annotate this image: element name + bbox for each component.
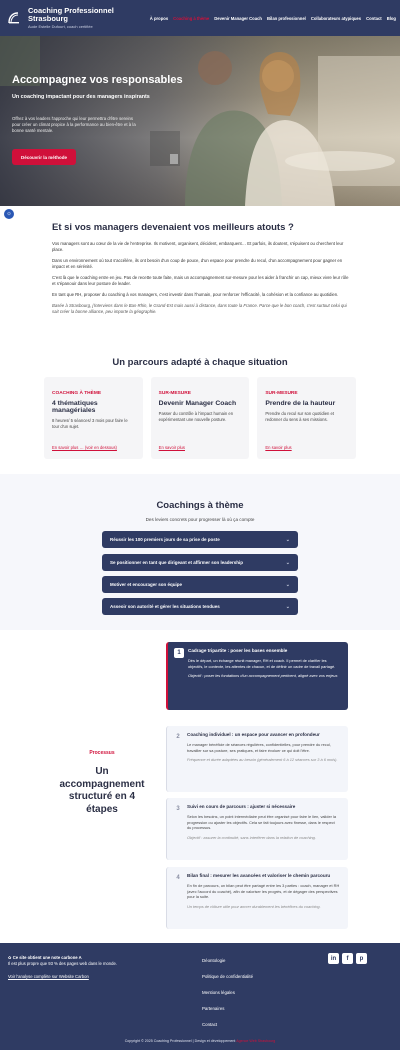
card-title: Prendre de la hauteur: [265, 400, 336, 407]
facebook-icon[interactable]: f: [342, 953, 353, 964]
step-desc: En fin de parcours, un bilan peut être partagé entre les 3 parties : coach, manager et RH (avec l'accord du coaché), afin de valoriser les progrès, et de dégager des perspectives pour la suite.: [187, 883, 340, 899]
step-number: 3: [176, 806, 180, 812]
carbon-rating: Ce site obtient une note carbone A: [12, 955, 82, 960]
footer-link-contact[interactable]: Contact: [202, 1022, 218, 1027]
card-title: Devenir Manager Coach: [158, 400, 237, 407]
site-header: [0, 0, 400, 36]
step-note: Objectif : assurer la continuité, sans interférer dans la relation de coaching.: [187, 834, 316, 840]
card-desc: Prendre du recul sur son quotidien et redonner du sens à ses missions.: [265, 411, 335, 422]
accordion-label: Réussir les 100 premiers jours de sa prise de poste: [110, 537, 220, 542]
step-note: Un temps de clôture utile pour ancrer durablement les bénéfices du coaching.: [187, 903, 321, 909]
footer-link-confidentialite[interactable]: Politique de confidentialité: [202, 974, 254, 979]
chevron-down-icon: ⌄: [285, 559, 290, 566]
footer-links: [202, 958, 253, 1038]
accessibility-icon[interactable]: ☼: [4, 209, 14, 219]
chevron-down-icon: ⌄: [285, 581, 290, 588]
hero-banner: [0, 36, 400, 206]
card-link[interactable]: En savoir plus: [265, 445, 292, 450]
accordion-label: Motiver et encourager son équipe: [110, 582, 183, 587]
step-note: Objectif : poser les fondations d'un accompagnement pertinent, aligné avec vos enjeux.: [188, 673, 339, 678]
step-title: Coaching individuel : un espace pour avancer en profondeur: [187, 732, 320, 737]
nav-item-coaching-a-theme[interactable]: Coaching à thème: [173, 15, 210, 21]
process-step-2: [166, 726, 348, 792]
process-step-3: [166, 798, 348, 860]
intro-paragraph-5: Basée à Strasbourg, j'interviens dans le Bas-Rhin, le Grand-Est mais aussi à distance, dans toute la France. Parce que le bon coach, c'est surtout celui qui sait créer la bonne alliance, peu importe la géographie.: [52, 303, 347, 314]
step-desc: Dès le départ, un échange réunit manager, RH et coach. Il permet de clarifier les objectifs, le contexte, les attentes de chacun, et de définir un cadre de travail partagé.: [188, 658, 336, 669]
themes-section: [0, 474, 400, 630]
linkedin-icon[interactable]: in: [328, 953, 339, 964]
card-title: 4 thématiques managériales: [52, 400, 98, 414]
themes-subtitle: Des leviers concrets pour progresser là où ça compte: [145, 517, 255, 522]
accordion-label: Asseoir son autorité et gérer les situations tendues: [110, 604, 220, 609]
step-title: Bilan final : mesurer les avancées et valoriser le chemin parcouru: [187, 873, 331, 878]
footer-link-mentions-legales[interactable]: Mentions légales: [202, 990, 235, 995]
brand-subtitle: Aude Estelle Dufourt, coach certifiée: [28, 24, 93, 29]
card-link[interactable]: En savoir plus … (voir en dessous): [52, 445, 117, 450]
hero-title: Accompagnez vos responsables: [12, 74, 183, 86]
brand-title-line2: Strasbourg: [28, 14, 69, 23]
chevron-down-icon: ⌄: [285, 536, 290, 543]
intro-paragraph-3: C'est là que le coaching entre en jeu. Pas de recette toute faite, mais un accompagnement sur-mesure pour les aider à franchir un cap, mieux vivre leur rôle et s'épanouir dans leur posture de leader.: [52, 275, 349, 286]
nav-item-contact[interactable]: Contact: [366, 15, 382, 21]
card-link[interactable]: En savoir plus: [158, 445, 185, 450]
parcours-title: Un parcours adapté à chaque situation: [112, 357, 288, 368]
card-tag: SUR-MESURE: [265, 391, 298, 396]
nav-item-bilan-professionnel[interactable]: Bilan professionnel: [266, 15, 306, 21]
nav-item-devenir-manager-coach[interactable]: Devenir Manager Coach: [214, 15, 262, 21]
step-note: Fréquence et durée adaptées au besoin (généralement 6 à 12 séances sur 3 à 6 mois).: [187, 757, 338, 762]
step-title: Suivi en cours de parcours : ajuster si nécessaire: [187, 804, 296, 809]
process-intro: [52, 750, 152, 816]
nav-item-blog[interactable]: Blog: [386, 15, 396, 21]
intro-paragraph-2: Dans un environnement où tout s'accélère, ils ont besoin d'un coup de pouce, d'un espace pour prendre du recul, d'un accompagnement pour gagner en impact et en sérénité.: [52, 258, 343, 269]
copyright: [0, 1039, 400, 1043]
chevron-down-icon: ⌄: [285, 603, 290, 610]
pinterest-icon[interactable]: p: [356, 953, 367, 964]
main-nav: [150, 0, 396, 36]
intro-section: [52, 222, 352, 320]
nav-item-a-propos[interactable]: À propos: [149, 15, 169, 21]
nav-item-collaborateurs-atypiques[interactable]: Collaborateurs atypiques: [310, 15, 362, 21]
step-number: 4: [176, 875, 180, 881]
intro-paragraph-1: Vos managers sont au cœur de la vie de l'entreprise. Ils motivent, organisent, décident, embarquent… Et parfois, ils doutent, s'épuisent ou cherchent leur place.: [52, 241, 344, 252]
step-desc: Le manager bénéficie de séances régulières, confidentielles, pour prendre du recul, travailler sur sa posture, ses pratiques, et faire évoluer ce qui doit l'être.: [187, 742, 331, 753]
discover-method-button[interactable]: Découvrir la méthode: [12, 149, 76, 165]
process-title: Un accompagnement structuré en 4 étapes: [59, 766, 145, 815]
brand[interactable]: [28, 7, 114, 29]
copyright-text: Copyright © 2025 Coaching Professionnel | Design et développement: [124, 1039, 236, 1043]
card-coaching-a-theme: [44, 377, 143, 459]
card-tag: SUR-MESURE: [158, 391, 191, 396]
card-devenir-manager-coach: [151, 377, 250, 459]
carbon-badge: [8, 955, 158, 966]
accordion-item-leadership[interactable]: [102, 554, 298, 571]
brand-title-line1: Coaching Professionnel: [28, 6, 114, 15]
process-step-1: [166, 642, 348, 710]
intro-paragraph-4: En tant que RH, proposer du coaching à vos managers, c'est investir dans l'humain, pour renforcer l'efficacité, la cohésion et la confiance au quotidien.: [52, 292, 339, 297]
card-tag: COACHING À THÈME: [52, 391, 102, 396]
accordion-item-100-premiers-jours[interactable]: [102, 531, 298, 548]
hero-body: Offrez à vos leaders l'approche qui leur permettra d'être sereins pour créer un climat propice à la performance au bien-être et à la bonne santé mentale.: [12, 116, 136, 133]
leaf-icon: ✿: [8, 955, 12, 960]
site-footer: [0, 943, 400, 1050]
social-links: [328, 953, 367, 964]
hero-lead: Un coaching impactant pour des managers inspirants: [12, 94, 150, 100]
step-number: 1: [174, 648, 184, 658]
step-number: 2: [176, 734, 180, 740]
accordion-label: Se positionner en tant que dirigeant et affirmer son leadership: [110, 560, 244, 565]
agency-credit-link[interactable]: Agence Web Strasbourg: [236, 1039, 276, 1043]
process-eyebrow: Processus: [89, 750, 115, 756]
card-desc: 8 heures/ 5 séances/ 3 mois pour faire le tour d'un sujet.: [52, 418, 128, 429]
logo-icon[interactable]: [6, 10, 22, 26]
step-desc: Selon les besoins, un point intermédiaire peut être organisé pour faire le lien, valider la progression ou ajuster les objectifs. Cela se fait toujours avec finesse, dans le respect du processus.: [187, 814, 337, 830]
footer-link-partenaires[interactable]: Partenaires: [202, 1006, 225, 1011]
carbon-detail: Il est plus propre que 93 % des pages web dans le monde.: [8, 960, 117, 966]
carbon-analysis-link[interactable]: Voir l'analyse complète sur Website Carbon: [8, 974, 89, 979]
card-desc: Passer du contrôle à l'impact humain en expérimentant une nouvelle posture.: [158, 411, 234, 422]
intro-title: Et si vos managers devenaient vos meilleurs atouts ?: [52, 222, 294, 233]
process-step-4: [166, 867, 348, 929]
card-prendre-de-la-hauteur: [257, 377, 356, 459]
parcours-cards: [44, 377, 356, 459]
footer-link-deontologie[interactable]: Déontologie: [202, 958, 226, 963]
step-title: Cadrage tripartite : poser les bases ensemble: [188, 648, 288, 653]
themes-title: Coachings à thème: [156, 500, 244, 511]
accordion-item-motiver-equipe[interactable]: [102, 576, 298, 593]
accordion-item-autorite[interactable]: [102, 598, 298, 615]
